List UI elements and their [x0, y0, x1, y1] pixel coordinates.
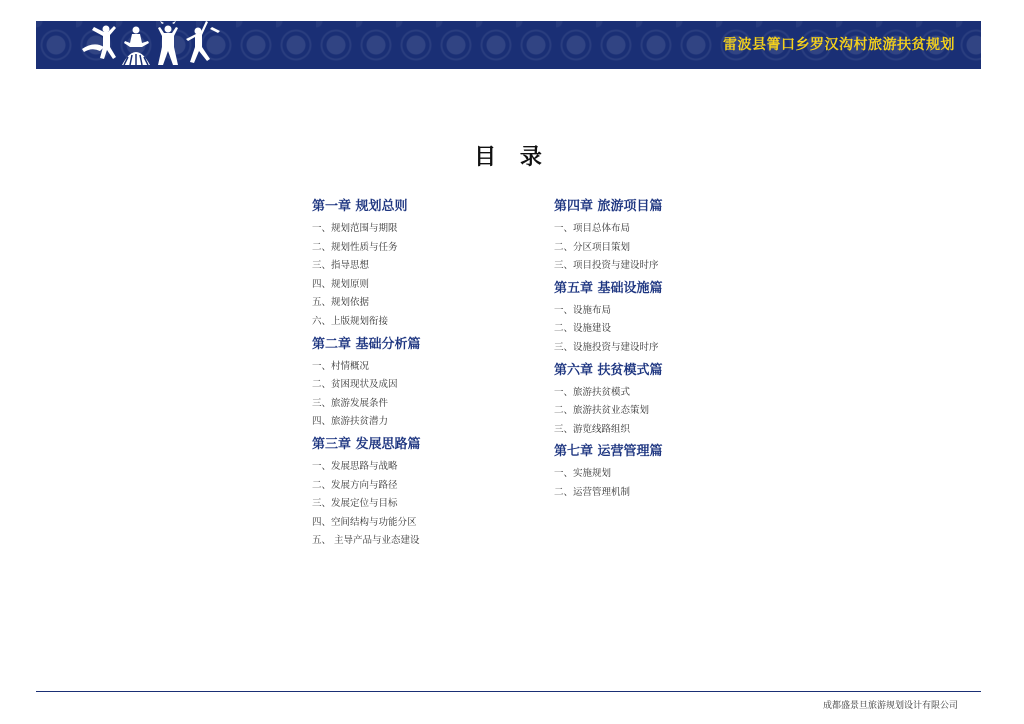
- toc-column-right: [554, 196, 663, 503]
- toc-item[interactable]: 三、游览线路组织: [554, 423, 631, 435]
- toc-chapter-title[interactable]: 第七章 运营管理篇: [554, 444, 663, 460]
- toc-item[interactable]: 二、规划性质与任务: [312, 241, 398, 253]
- toc-item[interactable]: 五、规划依据: [312, 297, 370, 309]
- toc-item[interactable]: 一、设施布局: [554, 304, 612, 316]
- toc-item[interactable]: 一、发展思路与战略: [312, 460, 398, 472]
- toc-chapter-title[interactable]: 第二章 基础分析篇: [312, 336, 421, 352]
- toc-chapter-title[interactable]: 第四章 旅游项目篇: [554, 199, 663, 214]
- toc-item[interactable]: 三、项目投资与建设时序: [554, 260, 659, 272]
- toc-item[interactable]: 二、分区项目策划: [554, 241, 631, 253]
- toc-item[interactable]: 一、项目总体布局: [554, 223, 631, 234]
- toc-column-left: [312, 196, 421, 551]
- toc-chapter-section: [312, 434, 421, 551]
- toc-item[interactable]: 二、旅游扶贫业态策划: [554, 405, 650, 417]
- toc-chapter-title[interactable]: 第六章 扶贫模式篇: [554, 362, 663, 378]
- toc-chapter-section: [554, 360, 663, 440]
- dancing-figures-logo: [64, 21, 234, 69]
- document-title: 雷波县箐口乡罗汉沟村旅游扶贫规划: [723, 37, 955, 53]
- toc-item[interactable]: 四、空间结构与功能分区: [312, 516, 417, 528]
- footer-divider: [36, 691, 981, 692]
- toc-item[interactable]: 一、规划范围与期限: [312, 223, 398, 234]
- footer-company: 成都盛景旦旅游规划设计有限公司: [822, 701, 958, 711]
- toc-item[interactable]: 一、旅游扶贫模式: [554, 386, 631, 398]
- toc-heading: 目 录: [474, 144, 550, 170]
- toc-chapter-section: [554, 196, 663, 276]
- toc-item[interactable]: 二、发展方向与路径: [312, 479, 398, 491]
- toc-item[interactable]: 六、上版规划衔接: [312, 315, 389, 327]
- toc-item[interactable]: 二、运营管理机制: [554, 486, 631, 498]
- toc-chapter-section: [312, 334, 421, 432]
- toc-chapter-section: [554, 278, 663, 358]
- toc-item[interactable]: 四、规划原则: [312, 278, 370, 290]
- toc-item[interactable]: 二、贫困现状及成因: [312, 379, 398, 391]
- toc-item[interactable]: 三、指导思想: [312, 260, 370, 272]
- toc-item[interactable]: 五、 主导产品与业态建设: [312, 535, 420, 547]
- toc-chapter-section: [554, 441, 663, 502]
- header-banner: [36, 21, 981, 69]
- toc-item[interactable]: 四、旅游扶贫潜力: [312, 416, 389, 428]
- toc-item[interactable]: 三、设施投资与建设时序: [554, 341, 659, 353]
- toc-chapter-title[interactable]: 第一章 规划总则: [312, 199, 408, 214]
- toc-item[interactable]: 二、设施建设: [554, 323, 612, 335]
- toc-item[interactable]: 一、村情概况: [312, 360, 370, 372]
- toc-item[interactable]: 三、旅游发展条件: [312, 397, 389, 409]
- toc-item[interactable]: 三、发展定位与目标: [312, 498, 398, 510]
- toc-chapter-title[interactable]: 第五章 基础设施篇: [554, 280, 663, 296]
- toc-chapter-title[interactable]: 第三章 发展思路篇: [312, 436, 421, 452]
- toc-chapter-section: [312, 196, 421, 332]
- toc-item[interactable]: 一、实施规划: [554, 468, 612, 480]
